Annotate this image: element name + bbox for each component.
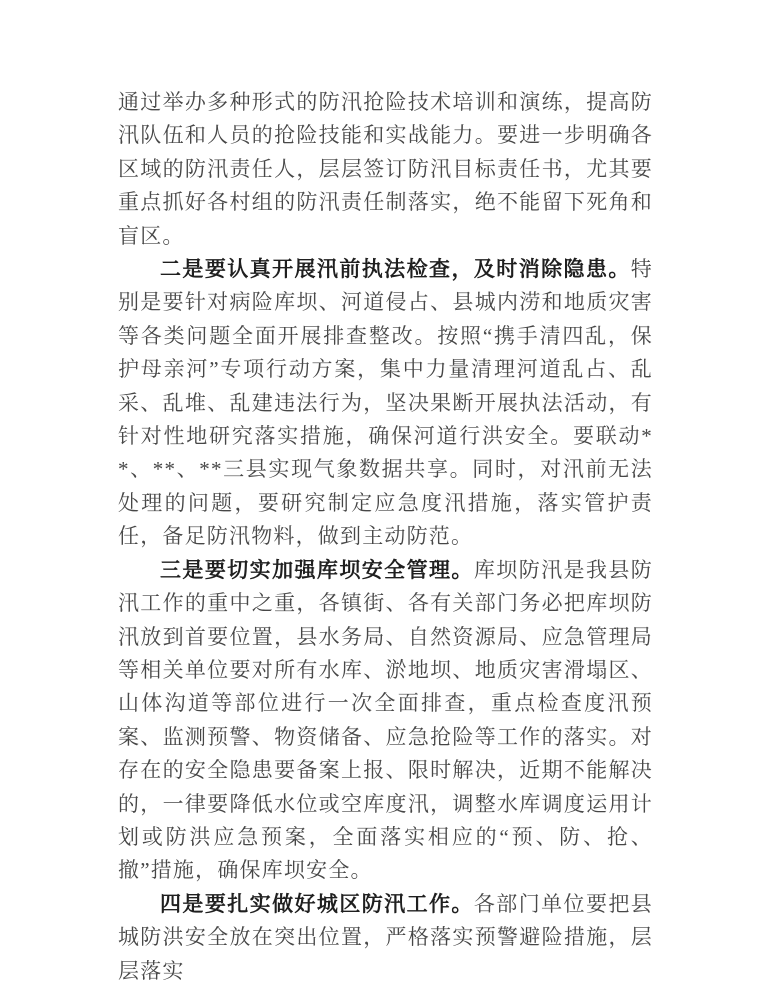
paragraph-lead: 四是要扎实做好城区防汛工作。 [160, 891, 474, 916]
paragraph-body: 库坝防汛是我县防汛工作的重中之重，各镇街、各有关部门务必把库坝防汛放到首要位置，县水务局、自然资源局、应急管理局等相关单位要对所有水库、淤地坝、地质灾害滑塌区、山体沟道等部位进行一次全面排查，重点检查度汛预案、监测预警、物资储备、应急抢险等工作的落实。对存在的安全隐患要备案上报、限时解决，近期不能解决的，一律要降低水位或空库度汛，调整水库调度运用计划或防洪应急预案，全面落实相应的“预、防、抢、撤”措施，确保库坝安全。 [118, 557, 653, 883]
paragraph-lead: 三是要切实加强库坝安全管理。 [160, 557, 474, 582]
paragraph-body: 特别是要针对病险库坝、河道侵占、县城内涝和地质灾害等各类问题全面开展排查整改。按照“携手清四乱，保护母亲河”专项行动方案，集中力量清理河道乱占、乱采、乱堆、乱建违法行为，坚决果断开展执法活动，有针对性地研究落实措施，确保河道行洪安全。要联动**、**、**三县实现气象数据共享。同时，对汛前无法处理的问题，要研究制定应急度汛措施，落实管护责任，备足防汛物料，做到主动防范。 [118, 257, 653, 549]
paragraph [118, 253, 653, 554]
paragraph-body: 通过举办多种形式的防汛抢险技术培训和演练，提高防汛队伍和人员的抢险技能和实战能力。要进一步明确各区域的防汛责任人，层层签订防汛目标责任书，尤其要重点抓好各村组的防汛责任制落实，绝不能留下死角和盲区。 [118, 90, 653, 248]
paragraph [118, 554, 653, 888]
paragraph-lead: 二是要认真开展汛前执法检查，及时消除隐患。 [160, 257, 631, 282]
paragraph [118, 888, 653, 988]
paragraph [118, 86, 653, 253]
paragraph-body: 各部门单位要把县城防洪安全放在突出位置，严格落实预警避险措施，层层落实 [118, 891, 653, 983]
